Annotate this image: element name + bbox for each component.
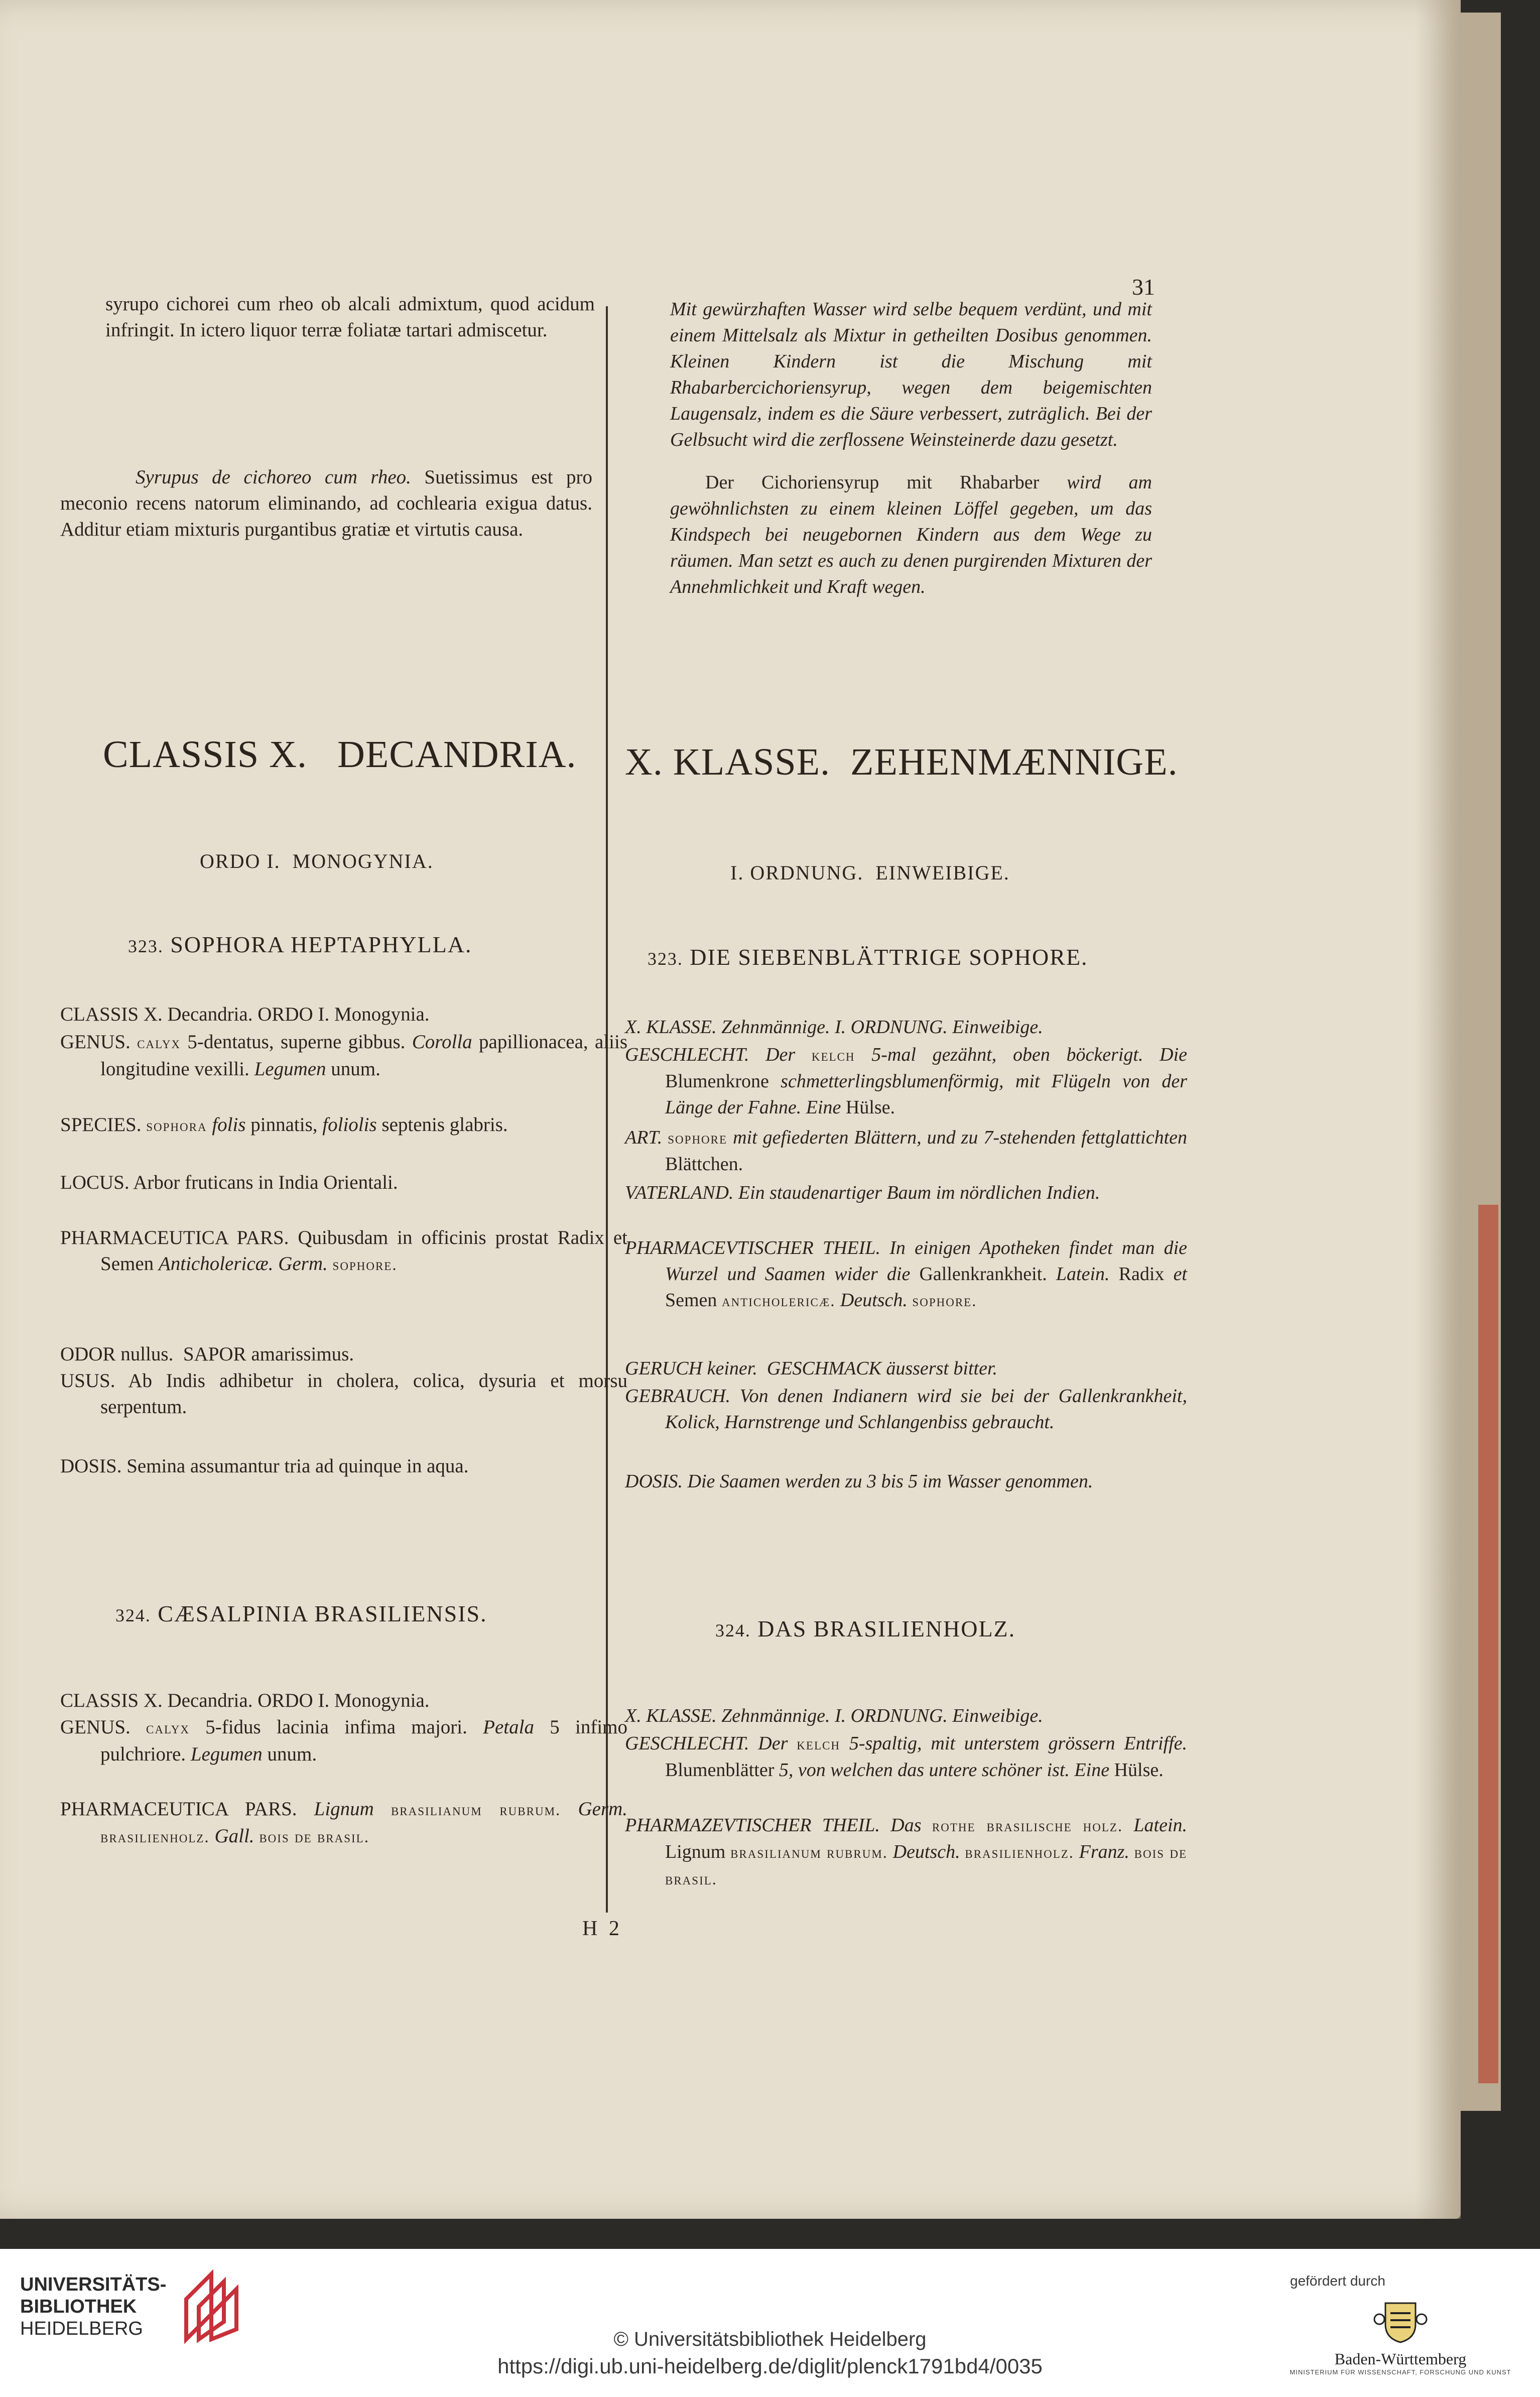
baden-wuerttemberg-logo[interactable] (1275, 2299, 1526, 2376)
coat-of-arms-icon (1370, 2299, 1431, 2344)
german-323-num: 323. (648, 949, 683, 969)
german-323-vaterland: VATERLAND. Ein staudenartiger Baum im nördlichen Indien. (625, 1182, 1100, 1203)
latin-324-classis: CLASSIS X. Decandria. ORDO I. Monogynia. (60, 1690, 430, 1711)
german-323-pharmacevtischer: PHARMACEVTISCHER THEIL. In einigen Apotheken findet man die Wurzel und Saamen wider die Gallenkrankheit. Latein. Radix et Semen anticholericæ. Deutsch. sophore. (625, 1237, 1188, 1311)
latin-syrupus (60, 464, 592, 543)
latin-intro-text: syrupo cichorei cum rheo ob alcali admixtum, quod acidum infringit. In ictero liquor terræ foliatæ tartari admiscetur. (105, 293, 595, 341)
latin-323-usus: USUS. Ab Indis adhibetur in cholera, colica, dysuria et morsu serpentum. (60, 1370, 627, 1418)
latin-324-genus: GENUS. calyx 5-fidus lacinia infima majori. Petala 5 infimo pulchriore. Legumen unum. (60, 1716, 628, 1765)
page-url-link[interactable]: https://digi.ub.uni-heidelberg.de/diglit/plenck1791bd4/0035 (497, 2354, 1043, 2378)
latin-323-genus: GENUS. calyx 5-dentatus, superne gibbus. Corolla papillionacea, aliis longitudine vexilli. Legumen unum. (60, 1031, 628, 1080)
latin-324-title (115, 1600, 487, 1627)
sponsor-sub: MINISTERIUM FÜR WISSENSCHAFT, FORSCHUNG UND KUNST (1290, 2368, 1511, 2376)
latin-323-dosis: DOSIS. Semina assumantur tria ad quinque in aqua. (60, 1455, 469, 1477)
latin-323-num: 323. (128, 936, 164, 956)
page-number: 31 (1132, 274, 1155, 300)
latin-324-pharmaceutica: PHARMACEUTICA PARS. Lignum brasilianum rubrum. Germ. brasilienholz. Gall. bois de brasil. (60, 1798, 628, 1847)
copyright-notice: © Universitätsbibliothek Heidelberg (613, 2328, 927, 2350)
latin-323-name: SOPHORA HEPTAPHYLLA. (170, 932, 472, 957)
german-324-geschlecht: GESCHLECHT. Der kelch 5-spaltig, mit unterstem grössern Entriffe. Blumenblätter 5, von welchen das untere schöner ist. Eine Hülse. (625, 1733, 1188, 1781)
german-323-title (648, 944, 1088, 970)
german-323-geruch: GERUCH keiner. GESCHMACK äusserst bitter. (625, 1358, 998, 1379)
german-324-name: DAS BRASILIENHOLZ. (757, 1616, 1016, 1642)
german-syrup (670, 469, 1152, 600)
german-323-art: ART. sophore mit gefiederten Blättern, und zu 7-stehenden fettglattichten Blättchen. (625, 1127, 1188, 1175)
signature-mark: H 2 (582, 1917, 622, 1940)
german-323-dosis: DOSIS. Die Saamen werden zu 3 bis 5 im Wasser genommen. (625, 1471, 1093, 1492)
german-324-klasse: X. KLASSE. Zehnmännige. I. ORDNUNG. Einweibige. (625, 1705, 1043, 1726)
german-class-heading: X. KLASSE. ZEHENMÆNNIGE. (625, 741, 1178, 783)
latin-323-odor: ODOR nullus. SAPOR amarissimus. (60, 1343, 354, 1365)
german-syrup-text: wird am gewöhnlichsten zu einem kleinen Löffel gegeben, um das Kindspech bei neugebornen Kindern aus dem Wege zu räumen. Man setzt es auch zu denen purgirenden Mixturen der Annehmlichkeit und Kraft wegen. (670, 472, 1152, 597)
ub-logo-text: UNIVERSITÄTS- BIBLIOTHEK HEIDELBERG (20, 2274, 167, 2339)
german-order-heading: I. ORDNUNG. EINWEIBIGE. (730, 861, 1010, 884)
funded-by-label: gefördert durch (1290, 2273, 1385, 2289)
latin-323-pharmaceutica: PHARMACEUTICA PARS. Quibusdam in officinis prostat Radix et Semen Anticholericæ. Germ. sophore. (60, 1227, 628, 1275)
latin-syrupus-text: Suetissimus est pro meconio recens natorum eliminando, ad cochlearia exigua datus. Additur etiam mixturis purgantibus gratiæ et virtutis causa. (60, 466, 593, 540)
latin-class-heading: CLASSIS X. DECANDRIA. (103, 733, 577, 776)
german-intro (670, 296, 1152, 453)
latin-323-title (128, 931, 472, 958)
german-324-pharmazevtischer: PHARMAZEVTISCHER THEIL. Das rothe brasilische holz. Latein. Lignum brasilianum rubrum. Deutsch. brasilienholz. Franz. bois de brasil. (625, 1815, 1188, 1888)
german-323-klasse: X. KLASSE. Zehnmännige. I. ORDNUNG. Einweibige. (625, 1017, 1043, 1038)
german-323-geschlecht: GESCHLECHT. Der kelch 5-mal gezähnt, oben böckerigt. Die Blumenkrone schmetterlingsblumenförmig, mit Flügeln von der Länge der Fahne. Eine Hülse. (625, 1044, 1188, 1118)
german-324-num: 324. (715, 1620, 751, 1641)
german-324-title (715, 1615, 1015, 1642)
latin-324-num: 324. (115, 1605, 151, 1625)
sponsor-name: Baden-Württemberg (1334, 2350, 1467, 2368)
latin-323-locus: LOCUS. Arbor fruticans in India Orientali. (60, 1172, 398, 1193)
latin-323-species: SPECIES. sophora folis pinnatis, foliolis septenis glabris. (60, 1114, 508, 1136)
page-shade (1416, 0, 1461, 2219)
german-323-name: DIE SIEBENBLÄTTRIGE SOPHORE. (690, 944, 1088, 970)
column-divider (606, 306, 608, 1913)
page-stack-red-edge (1478, 1205, 1498, 2083)
latin-323-classis: CLASSIS X. Decandria. ORDO I. Monogynia. (60, 1003, 430, 1025)
latin-syrupus-name: Syrupus de cichoreo cum rheo. (136, 466, 411, 488)
latin-intro (105, 291, 595, 343)
german-intro-text: Mit gewürzhaften Wasser wird selbe bequem verdünt, und mit einem Mittelsalz als Mixtur in getheilten Dosibus genommen. Kleinen Kindern ist die Mischung mit Rhabarbercichoriensyrup, wegen dem beigemischten Laugensalz, indem es die Säure verbessert, zuträglich. Bei der Gelbsucht wird die zerflossene Weinsteinerde dazu gesetzt. (670, 299, 1152, 450)
latin-324-name: CÆSALPINIA BRASILIENSIS. (158, 1601, 487, 1626)
german-syrup-upright: Der Cichoriensyrup mit Rhabarber (705, 472, 1040, 493)
latin-order-heading: ORDO I. MONOGYNIA. (200, 850, 434, 872)
german-323-gebrauch: GEBRAUCH. Von denen Indianern wird sie bei der Gallenkrankheit, Kolick, Harnstrenge und Schlangenbiss gebraucht. (625, 1385, 1187, 1433)
